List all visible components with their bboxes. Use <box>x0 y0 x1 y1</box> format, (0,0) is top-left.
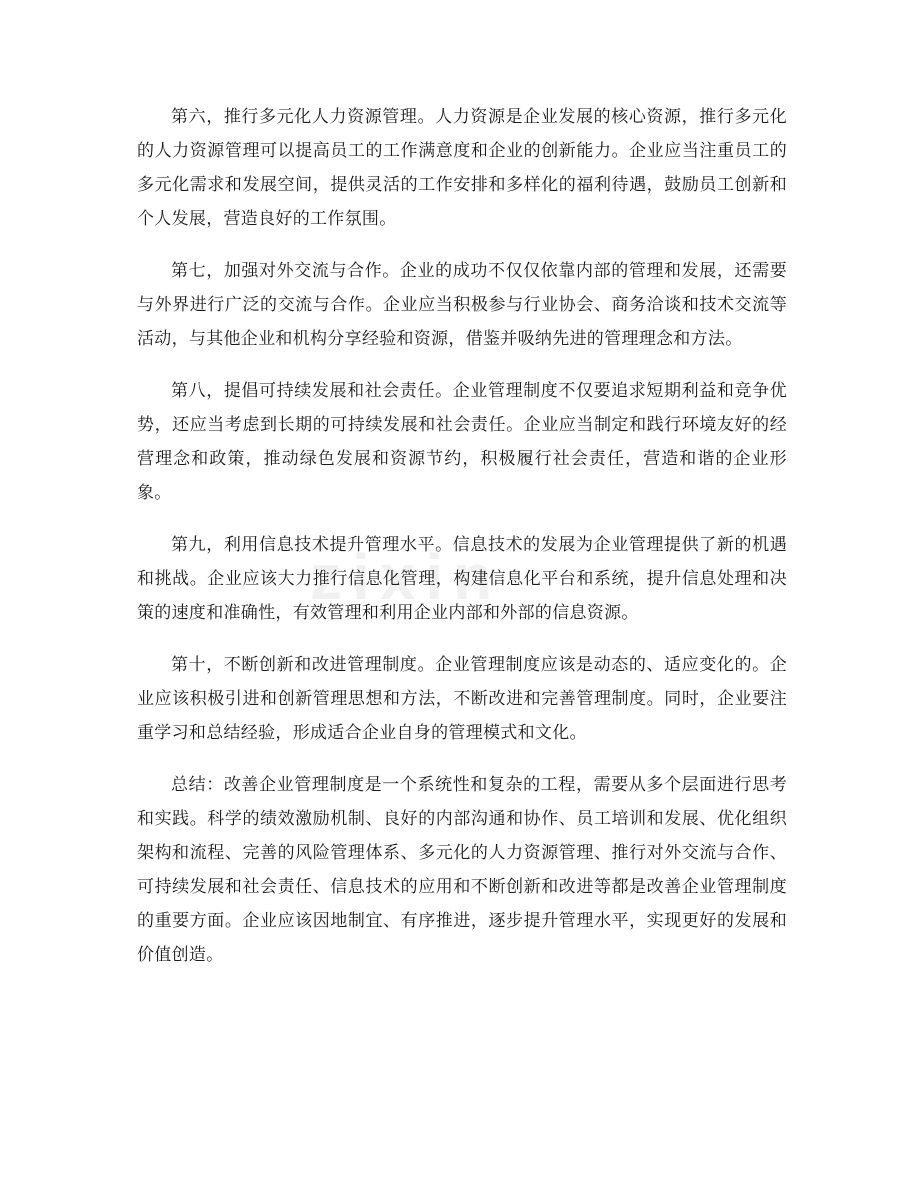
paragraph-seventh: 第七，加强对外交流与合作。企业的成功不仅仅依靠内部的管理和发展，还需要与外界进行广泛的交流与合作。企业应当积极参与行业协会、商务洽谈和技术交流等活动，与其他企业和机构分享经验和资源，借鉴并吸纳先进的管理理念和方法。 <box>137 261 787 349</box>
paragraph-summary: 总结：改善企业管理制度是一个系统性和复杂的工程，需要从多个层面进行思考和实践。科学的绩效激励机制、良好的内部沟通和协作、员工培训和发展、优化组织架构和流程、完善的风险管理体系、多元化的人力资源管理、推行对外交流与合作、可持续发展和社会责任、信息技术的应用和不断创新和改进等都是改善企业管理制度的重要方面。企业应该因地制宜、有序推进，逐步提升管理水平，实现更好的发展和价值创造。 <box>137 775 787 965</box>
paragraph-tenth: 第十，不断创新和改进管理制度。企业管理制度应该是动态的、适应变化的。企业应该积极引进和创新管理思想和方法，不断改进和完善管理制度。同时，企业要注重学习和总结经验，形成适合企业自身的管理模式和文化。 <box>137 655 787 743</box>
watermark: zixin <box>310 541 503 613</box>
paragraph-sixth: 第六，推行多元化人力资源管理。人力资源是企业发展的核心资源，推行多元化的人力资源管理可以提高员工的工作满意度和企业的创新能力。企业应当注重员工的多元化需求和发展空间，提供灵活的工作安排和多样化的福利待遇，鼓励员工创新和个人发展，营造良好的工作氛围。 <box>137 107 787 229</box>
paragraph-eighth: 第八，提倡可持续发展和社会责任。企业管理制度不仅要追求短期利益和竞争优势，还应当考虑到长期的可持续发展和社会责任。企业应当制定和践行环境友好的经营理念和政策，推动绿色发展和资源节约，积极履行社会责任，营造和谐的企业形象。 <box>137 381 787 503</box>
document-body <box>137 100 787 990</box>
paragraph-ninth: 第九，利用信息技术提升管理水平。信息技术的发展为企业管理提供了新的机遇和挑战。企业应该大力推行信息化管理，构建信息化平台和系统，提升信息处理和决策的速度和准确性，有效管理和利用企业内部和外部的信息资源。 <box>137 535 787 623</box>
